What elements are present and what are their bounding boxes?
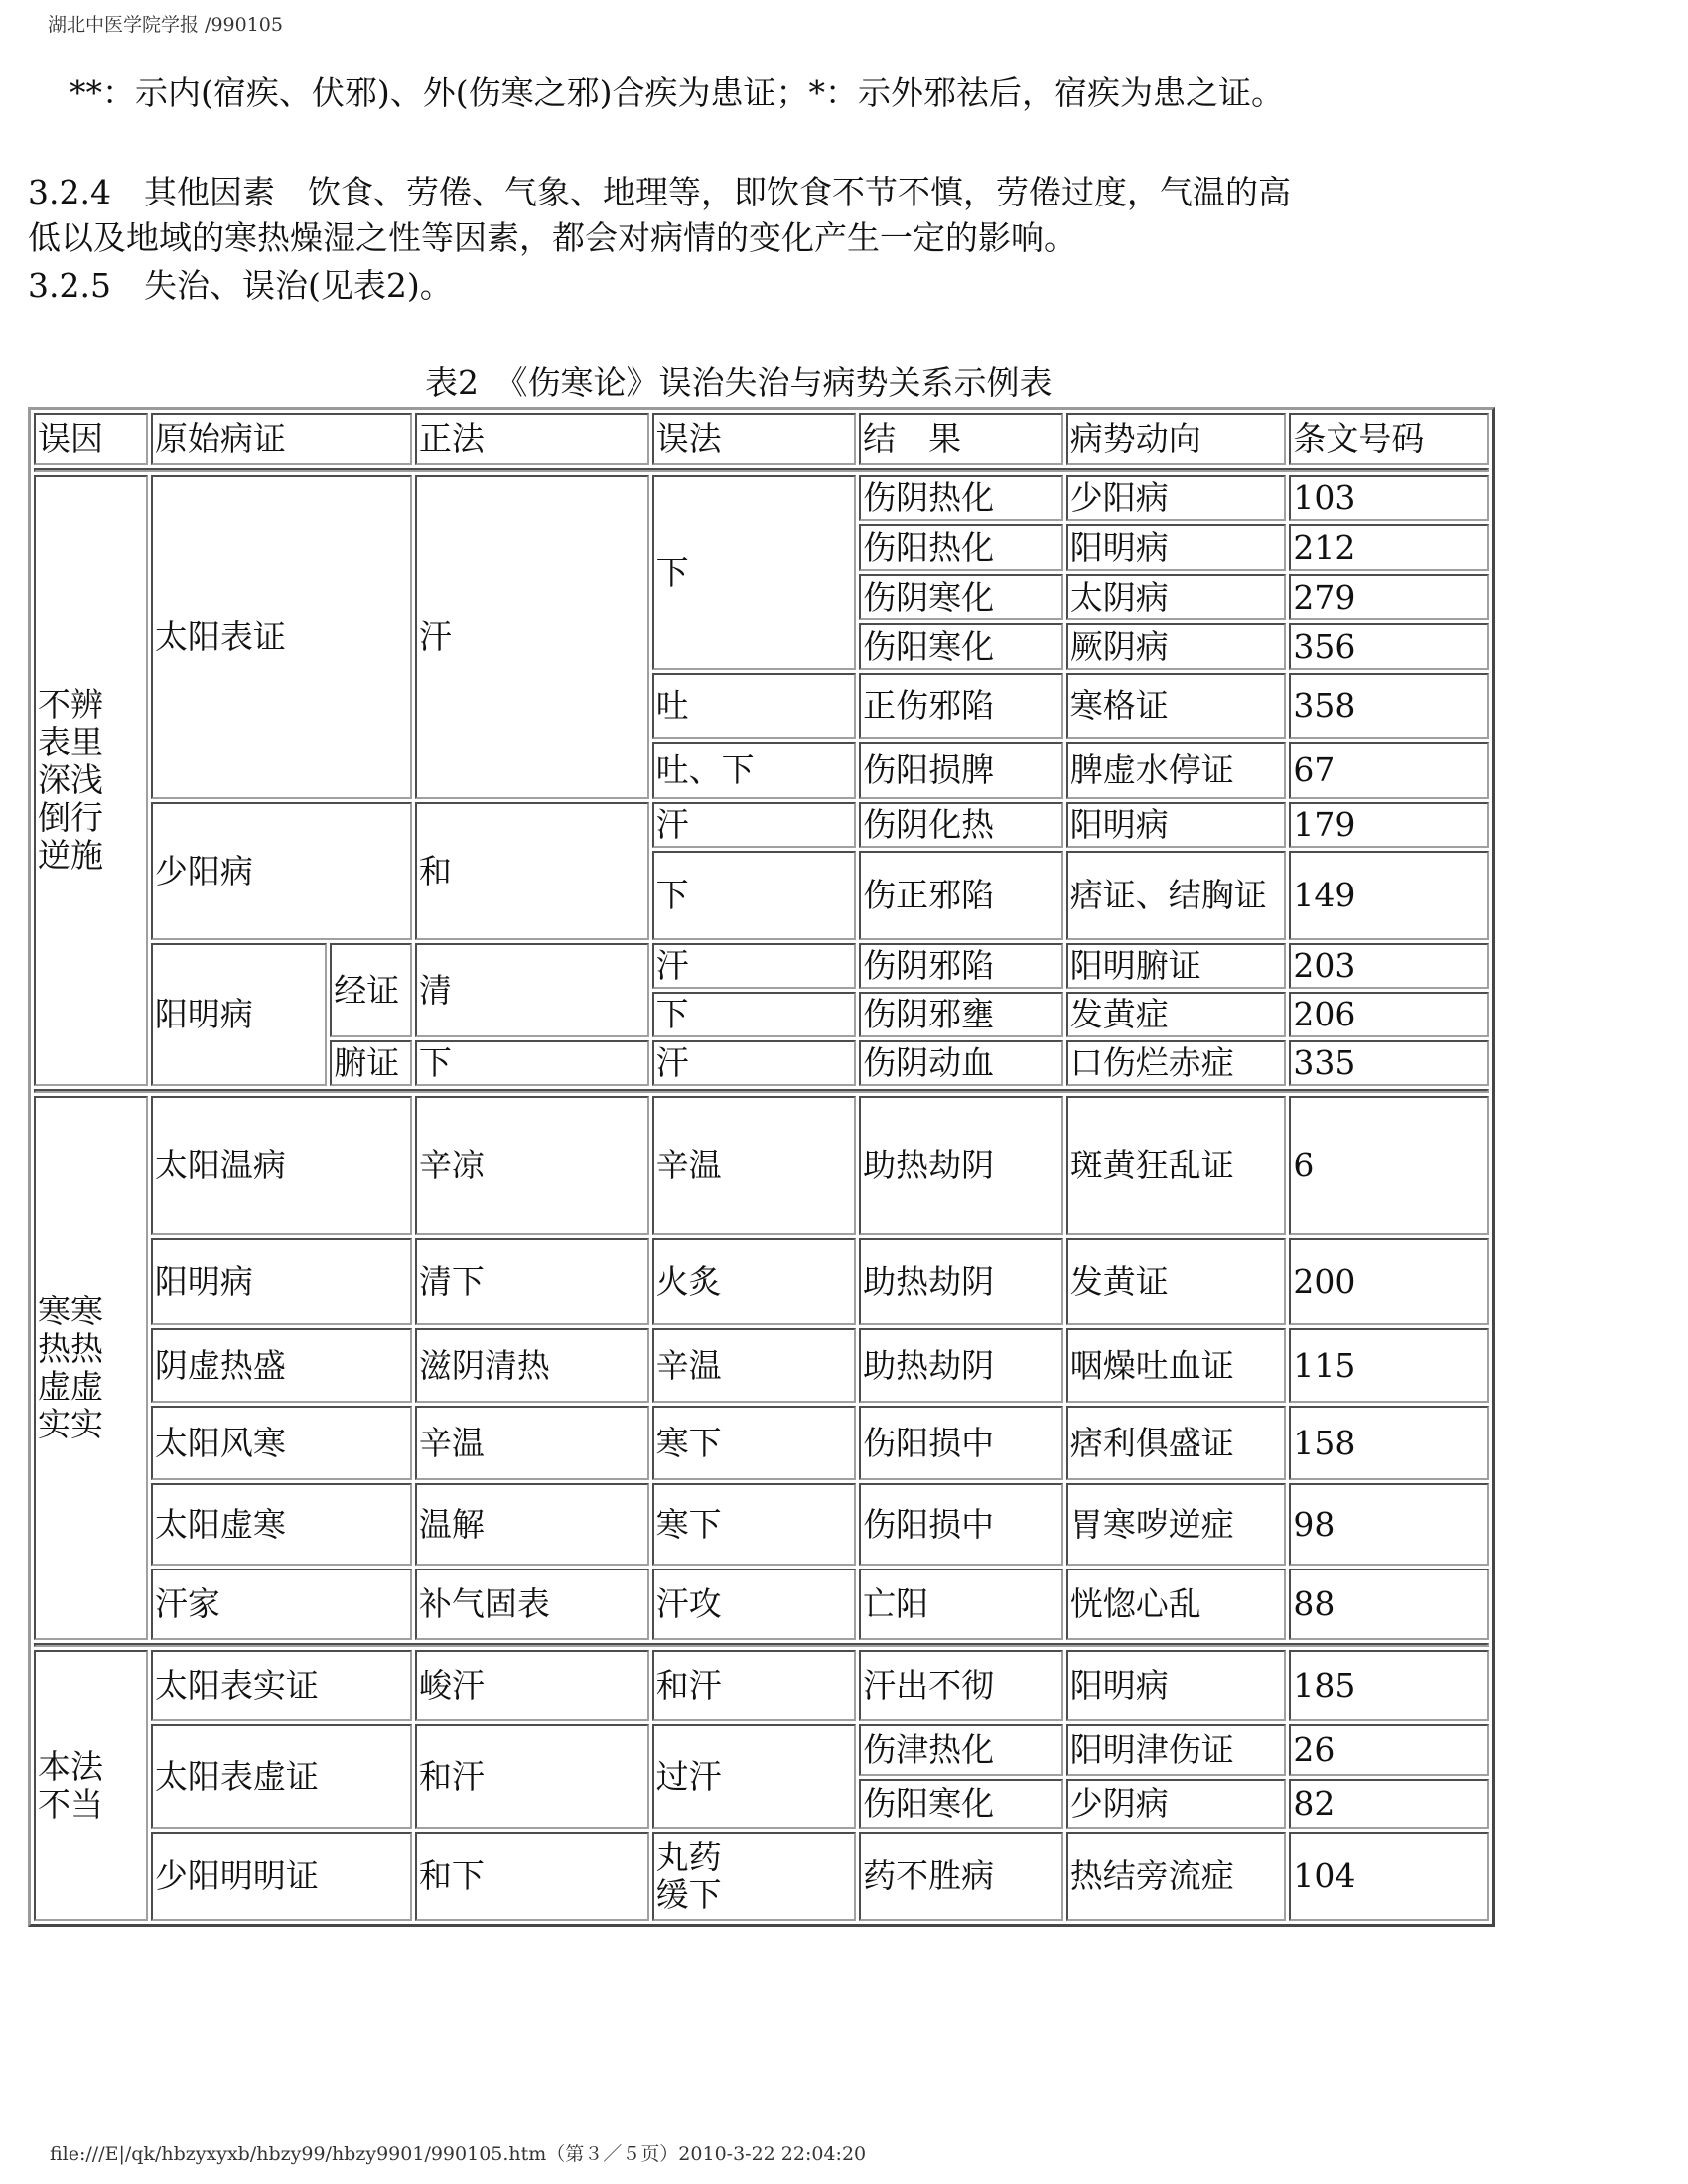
table-row bbox=[34, 1096, 1489, 1235]
misdiagnosis-table bbox=[28, 407, 1495, 1927]
method-cell: 和汗 bbox=[415, 1724, 649, 1829]
num-cell: 103 bbox=[1289, 475, 1489, 521]
table-caption: 表2 《伤寒论》误治失治与病势关系示例表 bbox=[425, 363, 1053, 402]
result-cell: 伤阳损脾 bbox=[859, 742, 1063, 799]
num-cell: 179 bbox=[1289, 802, 1489, 848]
table-row bbox=[34, 1328, 1489, 1403]
result-cell: 助热劫阴 bbox=[859, 1328, 1063, 1403]
trend-cell: 斑黄狂乱证 bbox=[1066, 1096, 1287, 1235]
wrong-cell: 吐、下 bbox=[652, 742, 857, 799]
wrong-cell: 下 bbox=[652, 992, 857, 1037]
trend-cell: 寒格证 bbox=[1066, 673, 1287, 739]
paragraph-3-2-4-line1: 3.2.4 其他因素 饮食、劳倦、气象、地理等，即饮食不节不慎，劳倦过度，气温的高 bbox=[28, 173, 1291, 211]
disease-cell: 阳明病 bbox=[151, 943, 327, 1086]
trend-cell: 厥阴病 bbox=[1066, 623, 1287, 670]
table-row bbox=[34, 1832, 1489, 1921]
paragraph-3-2-5: 3.2.5 失治、误治(见表2)。 bbox=[28, 266, 453, 305]
disease-cell: 太阳温病 bbox=[151, 1096, 412, 1235]
method-cell: 补气固表 bbox=[415, 1569, 649, 1640]
table-row bbox=[34, 1483, 1489, 1566]
result-cell: 助热劫阴 bbox=[859, 1238, 1063, 1325]
method-cell: 和 bbox=[415, 802, 649, 940]
wrong-cell: 寒下 bbox=[652, 1406, 857, 1480]
subtype-cell: 经证 bbox=[330, 943, 412, 1037]
wrong-cell: 吐 bbox=[652, 673, 857, 739]
num-cell: 115 bbox=[1289, 1328, 1489, 1403]
result-cell: 伤阴寒化 bbox=[859, 574, 1063, 620]
trend-cell: 阳明病 bbox=[1066, 524, 1287, 571]
wrong-cell: 辛温 bbox=[652, 1328, 857, 1403]
result-cell: 伤阳损中 bbox=[859, 1406, 1063, 1480]
result-cell: 伤阳损中 bbox=[859, 1483, 1063, 1566]
num-cell: 158 bbox=[1289, 1406, 1489, 1480]
wrong-cell: 丸药 缓下 bbox=[652, 1832, 857, 1921]
wrong-cell: 和汗 bbox=[652, 1650, 857, 1721]
trend-cell: 咽燥吐血证 bbox=[1066, 1328, 1287, 1403]
header-cell: 误法 bbox=[652, 413, 857, 465]
trend-cell: 痞证、结胸证 bbox=[1066, 851, 1287, 940]
num-cell: 335 bbox=[1289, 1040, 1489, 1086]
method-cell: 下 bbox=[415, 1040, 649, 1086]
header-cell: 病势动向 bbox=[1066, 413, 1287, 465]
num-cell: 67 bbox=[1289, 742, 1489, 799]
trend-cell: 胃寒哕逆症 bbox=[1066, 1483, 1287, 1566]
result-cell: 亡阳 bbox=[859, 1569, 1063, 1640]
method-cell: 温解 bbox=[415, 1483, 649, 1566]
result-cell: 伤阴热化 bbox=[859, 475, 1063, 521]
num-cell: 82 bbox=[1289, 1779, 1489, 1829]
method-cell: 和下 bbox=[415, 1832, 649, 1921]
num-cell: 98 bbox=[1289, 1483, 1489, 1566]
wrong-cell: 下 bbox=[652, 475, 857, 670]
result-cell: 伤津热化 bbox=[859, 1724, 1063, 1776]
method-cell: 清 bbox=[415, 943, 649, 1037]
wrong-cell: 汗攻 bbox=[652, 1569, 857, 1640]
table-row bbox=[34, 1569, 1489, 1640]
table-row bbox=[34, 802, 1489, 848]
method-cell: 汗 bbox=[415, 475, 649, 799]
table-row bbox=[34, 1724, 1489, 1776]
disease-cell: 太阳表虚证 bbox=[151, 1724, 412, 1829]
disease-cell: 太阳风寒 bbox=[151, 1406, 412, 1480]
wrong-cell: 寒下 bbox=[652, 1483, 857, 1566]
header-cell: 误因 bbox=[34, 413, 148, 465]
trend-cell: 阳明津伤证 bbox=[1066, 1724, 1287, 1776]
table-row bbox=[34, 1650, 1489, 1721]
disease-cell: 太阳表实证 bbox=[151, 1650, 412, 1721]
num-cell: 200 bbox=[1289, 1238, 1489, 1325]
header-cell: 原始病证 bbox=[151, 413, 412, 465]
num-cell: 212 bbox=[1289, 524, 1489, 571]
cause-cell: 不辨 表里 深浅 倒行 逆施 bbox=[34, 475, 148, 1086]
header-cell: 正法 bbox=[415, 413, 649, 465]
num-cell: 358 bbox=[1289, 673, 1489, 739]
table-row bbox=[34, 1238, 1489, 1325]
page-header: 湖北中医学院学报 /990105 bbox=[48, 14, 283, 36]
result-cell: 伤阳寒化 bbox=[859, 1779, 1063, 1829]
trend-cell: 发黄证 bbox=[1066, 1238, 1287, 1325]
num-cell: 185 bbox=[1289, 1650, 1489, 1721]
trend-cell: 热结旁流症 bbox=[1066, 1832, 1287, 1921]
result-cell: 助热劫阴 bbox=[859, 1096, 1063, 1235]
result-cell: 伤阴邪壅 bbox=[859, 992, 1063, 1037]
wrong-cell: 过汗 bbox=[652, 1724, 857, 1829]
result-cell: 伤阴化热 bbox=[859, 802, 1063, 848]
paragraph-3-2-4-line2: 低以及地域的寒热燥湿之性等因素，都会对病情的变化产生一定的影响。 bbox=[28, 218, 1076, 257]
table-row bbox=[34, 1406, 1489, 1480]
num-cell: 88 bbox=[1289, 1569, 1489, 1640]
wrong-cell: 汗 bbox=[652, 1040, 857, 1086]
result-cell: 伤阴邪陷 bbox=[859, 943, 1063, 989]
trend-cell: 阳明病 bbox=[1066, 802, 1287, 848]
disease-cell: 阳明病 bbox=[151, 1238, 412, 1325]
wrong-cell: 汗 bbox=[652, 943, 857, 989]
num-cell: 206 bbox=[1289, 992, 1489, 1037]
disease-cell: 汗家 bbox=[151, 1569, 412, 1640]
result-cell: 药不胜病 bbox=[859, 1832, 1063, 1921]
method-cell: 滋阴清热 bbox=[415, 1328, 649, 1403]
trend-cell: 少阴病 bbox=[1066, 1779, 1287, 1829]
disease-cell: 太阳表证 bbox=[151, 475, 412, 799]
result-cell: 伤正邪陷 bbox=[859, 851, 1063, 940]
wrong-cell: 汗 bbox=[652, 802, 857, 848]
trend-cell: 口伤烂赤症 bbox=[1066, 1040, 1287, 1086]
disease-cell: 太阳虚寒 bbox=[151, 1483, 412, 1566]
wrong-cell: 火炙 bbox=[652, 1238, 857, 1325]
disease-cell: 阴虚热盛 bbox=[151, 1328, 412, 1403]
num-cell: 356 bbox=[1289, 623, 1489, 670]
trend-cell: 太阴病 bbox=[1066, 574, 1287, 620]
num-cell: 6 bbox=[1289, 1096, 1489, 1235]
num-cell: 203 bbox=[1289, 943, 1489, 989]
trend-cell: 脾虚水停证 bbox=[1066, 742, 1287, 799]
footnote: **：示内(宿疾、伏邪)、外(伤寒之邪)合疾为患证；*：示外邪祛后，宿疾为患之证。 bbox=[70, 73, 1284, 112]
method-cell: 辛凉 bbox=[415, 1096, 649, 1235]
header-cell: 结 果 bbox=[859, 413, 1063, 465]
trend-cell: 少阳病 bbox=[1066, 475, 1287, 521]
disease-cell: 少阳病 bbox=[151, 802, 412, 940]
cause-cell: 寒寒 热热 虚虚 实实 bbox=[34, 1096, 148, 1640]
num-cell: 104 bbox=[1289, 1832, 1489, 1921]
subtype-cell: 腑证 bbox=[330, 1040, 412, 1086]
wrong-cell: 辛温 bbox=[652, 1096, 857, 1235]
trend-cell: 痞利俱盛证 bbox=[1066, 1406, 1287, 1480]
wrong-cell: 下 bbox=[652, 851, 857, 940]
result-cell: 汗出不彻 bbox=[859, 1650, 1063, 1721]
result-cell: 伤阳寒化 bbox=[859, 623, 1063, 670]
trend-cell: 阳明病 bbox=[1066, 1650, 1287, 1721]
table-row bbox=[34, 475, 1489, 521]
num-cell: 279 bbox=[1289, 574, 1489, 620]
file-path-footer: file:///E|/qk/hbzyxyxb/hbzy99/hbzy9901/990105.htm（第３／５页）2010-3-22 22:04:20 bbox=[50, 2143, 867, 2165]
cause-cell: 本法 不当 bbox=[34, 1650, 148, 1921]
table-row bbox=[34, 943, 1489, 989]
header-cell: 条文号码 bbox=[1289, 413, 1489, 465]
num-cell: 149 bbox=[1289, 851, 1489, 940]
result-cell: 伤阴动血 bbox=[859, 1040, 1063, 1086]
method-cell: 辛温 bbox=[415, 1406, 649, 1480]
trend-cell: 恍惚心乱 bbox=[1066, 1569, 1287, 1640]
trend-cell: 发黄症 bbox=[1066, 992, 1287, 1037]
result-cell: 正伤邪陷 bbox=[859, 673, 1063, 739]
table-header-row bbox=[34, 413, 1489, 465]
method-cell: 峻汗 bbox=[415, 1650, 649, 1721]
method-cell: 清下 bbox=[415, 1238, 649, 1325]
disease-cell: 少阳明明证 bbox=[151, 1832, 412, 1921]
num-cell: 26 bbox=[1289, 1724, 1489, 1776]
trend-cell: 阳明腑证 bbox=[1066, 943, 1287, 989]
result-cell: 伤阳热化 bbox=[859, 524, 1063, 571]
